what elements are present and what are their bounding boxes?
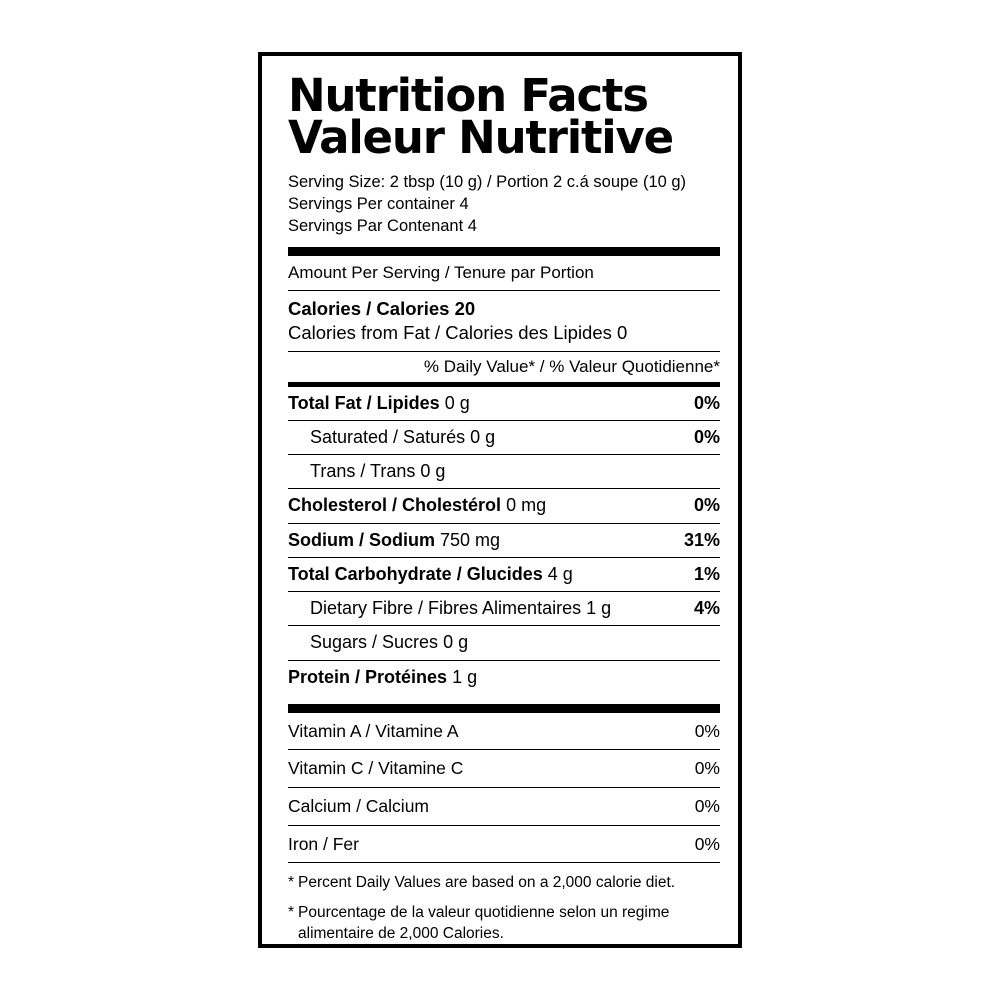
nutrient-amount: 0 g	[443, 632, 469, 653]
nutrient-dv: 0%	[693, 392, 720, 413]
asterisk-marker: *	[288, 904, 295, 922]
nutrient-name: Total Fat / Lipides	[288, 392, 440, 413]
divider-thick-bottom	[288, 704, 720, 713]
nutrient-name: Cholesterol / Cholestérol	[288, 495, 502, 516]
nutrient-amount: 0 g	[420, 461, 446, 482]
vitamin-row	[288, 788, 720, 825]
nutrient-row	[288, 489, 720, 522]
calories-block	[288, 291, 720, 351]
serving-size: Serving Size: 2 tbsp (10 g) / Portion 2 c.á soupe (10 g)	[288, 173, 687, 192]
title-block	[288, 69, 720, 165]
vitamin-row	[288, 826, 720, 863]
servings-per-container-fr: Servings Par Contenant 4	[288, 216, 477, 235]
vitamin-name: Vitamin C / Vitamine C	[288, 758, 464, 779]
nutrient-name: Trans / Trans	[310, 461, 416, 482]
nutrient-row	[288, 558, 720, 591]
amount-per-serving-label: Amount Per Serving / Tenure par Portion	[288, 263, 594, 283]
nutrition-facts-content	[288, 70, 720, 954]
daily-value-header: % Daily Value* / % Valeur Quotidienne*	[423, 356, 720, 376]
nutrient-dv: 4%	[693, 598, 720, 619]
nutrient-dv: 1%	[693, 563, 720, 584]
title-english: Nutrition Facts	[288, 69, 648, 122]
vitamin-row	[288, 750, 720, 787]
nutrient-dv: 0%	[693, 495, 720, 516]
nutrient-row	[288, 387, 720, 420]
calories-label: Calories / Calories 20	[288, 297, 476, 319]
nutrient-dv: 0%	[693, 426, 720, 447]
divider-thick-top	[288, 247, 720, 256]
footnote-english-text: Percent Daily Values are based on a 2,000 calorie diet.	[298, 874, 676, 892]
nutrient-name: Total Carbohydrate / Glucides	[288, 563, 543, 584]
servings-per-container-en: Servings Per container 4	[288, 194, 469, 213]
nutrient-amount: 1 g	[452, 666, 478, 687]
nutrient-name: Saturated / Saturés	[310, 426, 466, 447]
vitamin-dv: 0%	[694, 833, 720, 854]
vitamin-dv: 0%	[694, 720, 720, 741]
nutrient-amount: 0 mg	[506, 495, 547, 516]
nutrient-amount: 1 g	[586, 598, 612, 619]
nutrient-name: Sugars / Sucres	[310, 632, 439, 653]
vitamin-name: Vitamin A / Vitamine A	[288, 720, 459, 741]
serving-info	[288, 172, 720, 237]
amount-per-serving-row	[288, 256, 720, 289]
nutrient-row	[288, 626, 720, 659]
vitamin-dv: 0%	[694, 758, 720, 779]
vitamin-row	[288, 713, 720, 750]
nutrient-row	[288, 592, 720, 625]
footnotes	[288, 873, 720, 943]
nutrition-facts-panel	[258, 52, 742, 948]
divider	[288, 862, 720, 863]
nutrient-dv: 31%	[683, 529, 720, 550]
vitamin-dv: 0%	[694, 796, 720, 817]
nutrient-name: Sodium / Sodium	[288, 529, 435, 550]
calories-from-fat-label: Calories from Fat / Calories des Lipides 0	[288, 321, 628, 343]
nutrient-row	[288, 421, 720, 454]
vitamin-name: Calcium / Calcium	[288, 796, 429, 817]
nutrient-name: Protein / Protéines	[288, 666, 448, 687]
footnote-english	[288, 873, 720, 893]
nutrient-amount: 750 mg	[440, 529, 501, 550]
footnote-french-text: Pourcentage de la valeur quotidienne selon un regime alimentaire de 2,000 Calories.	[298, 904, 670, 942]
nutrient-amount: 0 g	[470, 426, 496, 447]
nutrient-amount: 0 g	[444, 392, 470, 413]
asterisk-marker: *	[288, 874, 295, 892]
vitamin-name: Iron / Fer	[288, 833, 359, 854]
nutrient-amount: 4 g	[547, 563, 573, 584]
nutrient-name: Dietary Fibre / Fibres Alimentaires	[310, 598, 582, 619]
nutrient-row	[288, 455, 720, 488]
nutrient-row	[288, 524, 720, 557]
footnote-french	[288, 903, 720, 943]
nutrient-row	[288, 661, 720, 694]
title-french: Valeur Nutritive	[288, 111, 673, 165]
